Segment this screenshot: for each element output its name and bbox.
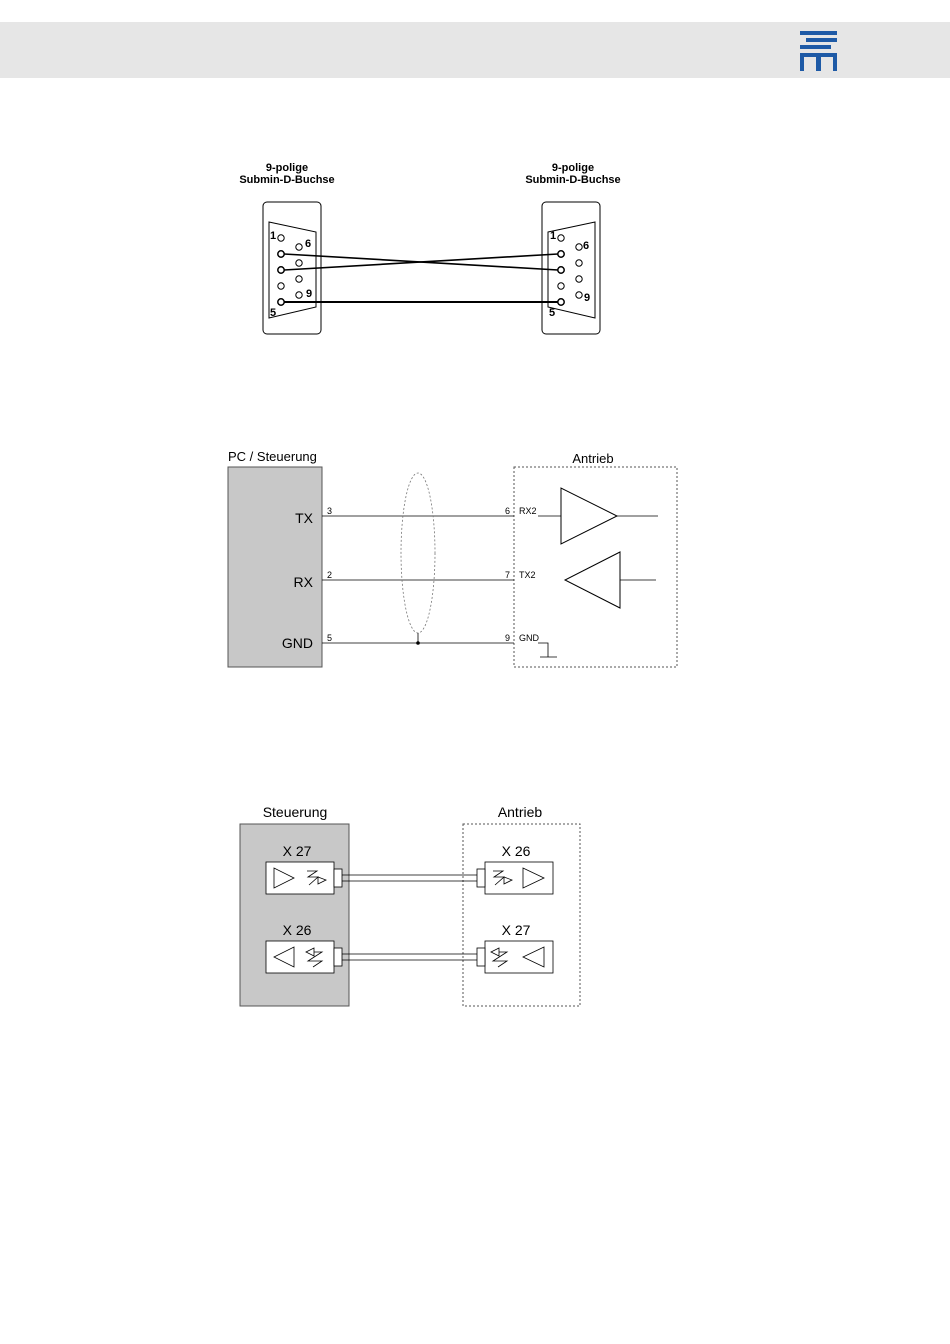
svg-text:9: 9 bbox=[306, 288, 313, 300]
port-label-left-bottom: X 26 bbox=[282, 922, 312, 938]
port-label-right-bottom: X 27 bbox=[501, 922, 531, 938]
right-connector-label-line2: Submin-D-Buchse bbox=[525, 174, 621, 186]
port-label-left-top: X 27 bbox=[282, 843, 312, 859]
drive-title-2: Antrieb bbox=[497, 804, 543, 820]
controller-title: Steuerung bbox=[262, 804, 328, 820]
fiber-cable-top bbox=[342, 875, 477, 881]
left-pin-gnd: 5 bbox=[327, 633, 333, 643]
fiber-cable-bottom bbox=[342, 954, 477, 960]
signal-label-tx: TX bbox=[295, 510, 313, 526]
signal-label-rx: RX bbox=[293, 574, 313, 590]
drive-signal-tx2: TX2 bbox=[519, 570, 536, 580]
right-pin-tx2: 7 bbox=[504, 570, 510, 580]
receiver-module-left bbox=[266, 941, 342, 973]
svg-text:1: 1 bbox=[270, 230, 277, 242]
transmitter-module-right bbox=[477, 941, 553, 973]
left-pin-tx: 3 bbox=[327, 506, 333, 516]
svg-text:5: 5 bbox=[270, 307, 277, 319]
signal-label-gnd: GND bbox=[281, 635, 313, 651]
port-label-right-top: X 26 bbox=[501, 843, 531, 859]
svg-text:6: 6 bbox=[583, 240, 590, 252]
drive-signal-gnd: GND bbox=[519, 633, 539, 643]
right-pin-gnd: 9 bbox=[504, 633, 510, 643]
svg-text:9: 9 bbox=[584, 292, 591, 304]
svg-text:5: 5 bbox=[549, 307, 556, 319]
pc-controller-title: PC / Steuerung bbox=[228, 449, 317, 464]
left-pin-rx: 2 bbox=[327, 570, 333, 580]
receiver-module-right bbox=[477, 862, 553, 894]
right-connector-label-line1: 9-polige bbox=[551, 162, 595, 174]
drive-signal-rx2: RX2 bbox=[519, 506, 537, 516]
right-pin-rx2: 6 bbox=[504, 506, 510, 516]
svg-text:6: 6 bbox=[305, 238, 312, 250]
drive-title: Antrieb bbox=[572, 451, 614, 466]
left-connector-label-line1: 9-polige bbox=[265, 162, 309, 174]
left-connector-label-line2: Submin-D-Buchse bbox=[239, 174, 335, 186]
transmitter-module-left bbox=[266, 862, 342, 894]
svg-text:1: 1 bbox=[550, 230, 557, 242]
